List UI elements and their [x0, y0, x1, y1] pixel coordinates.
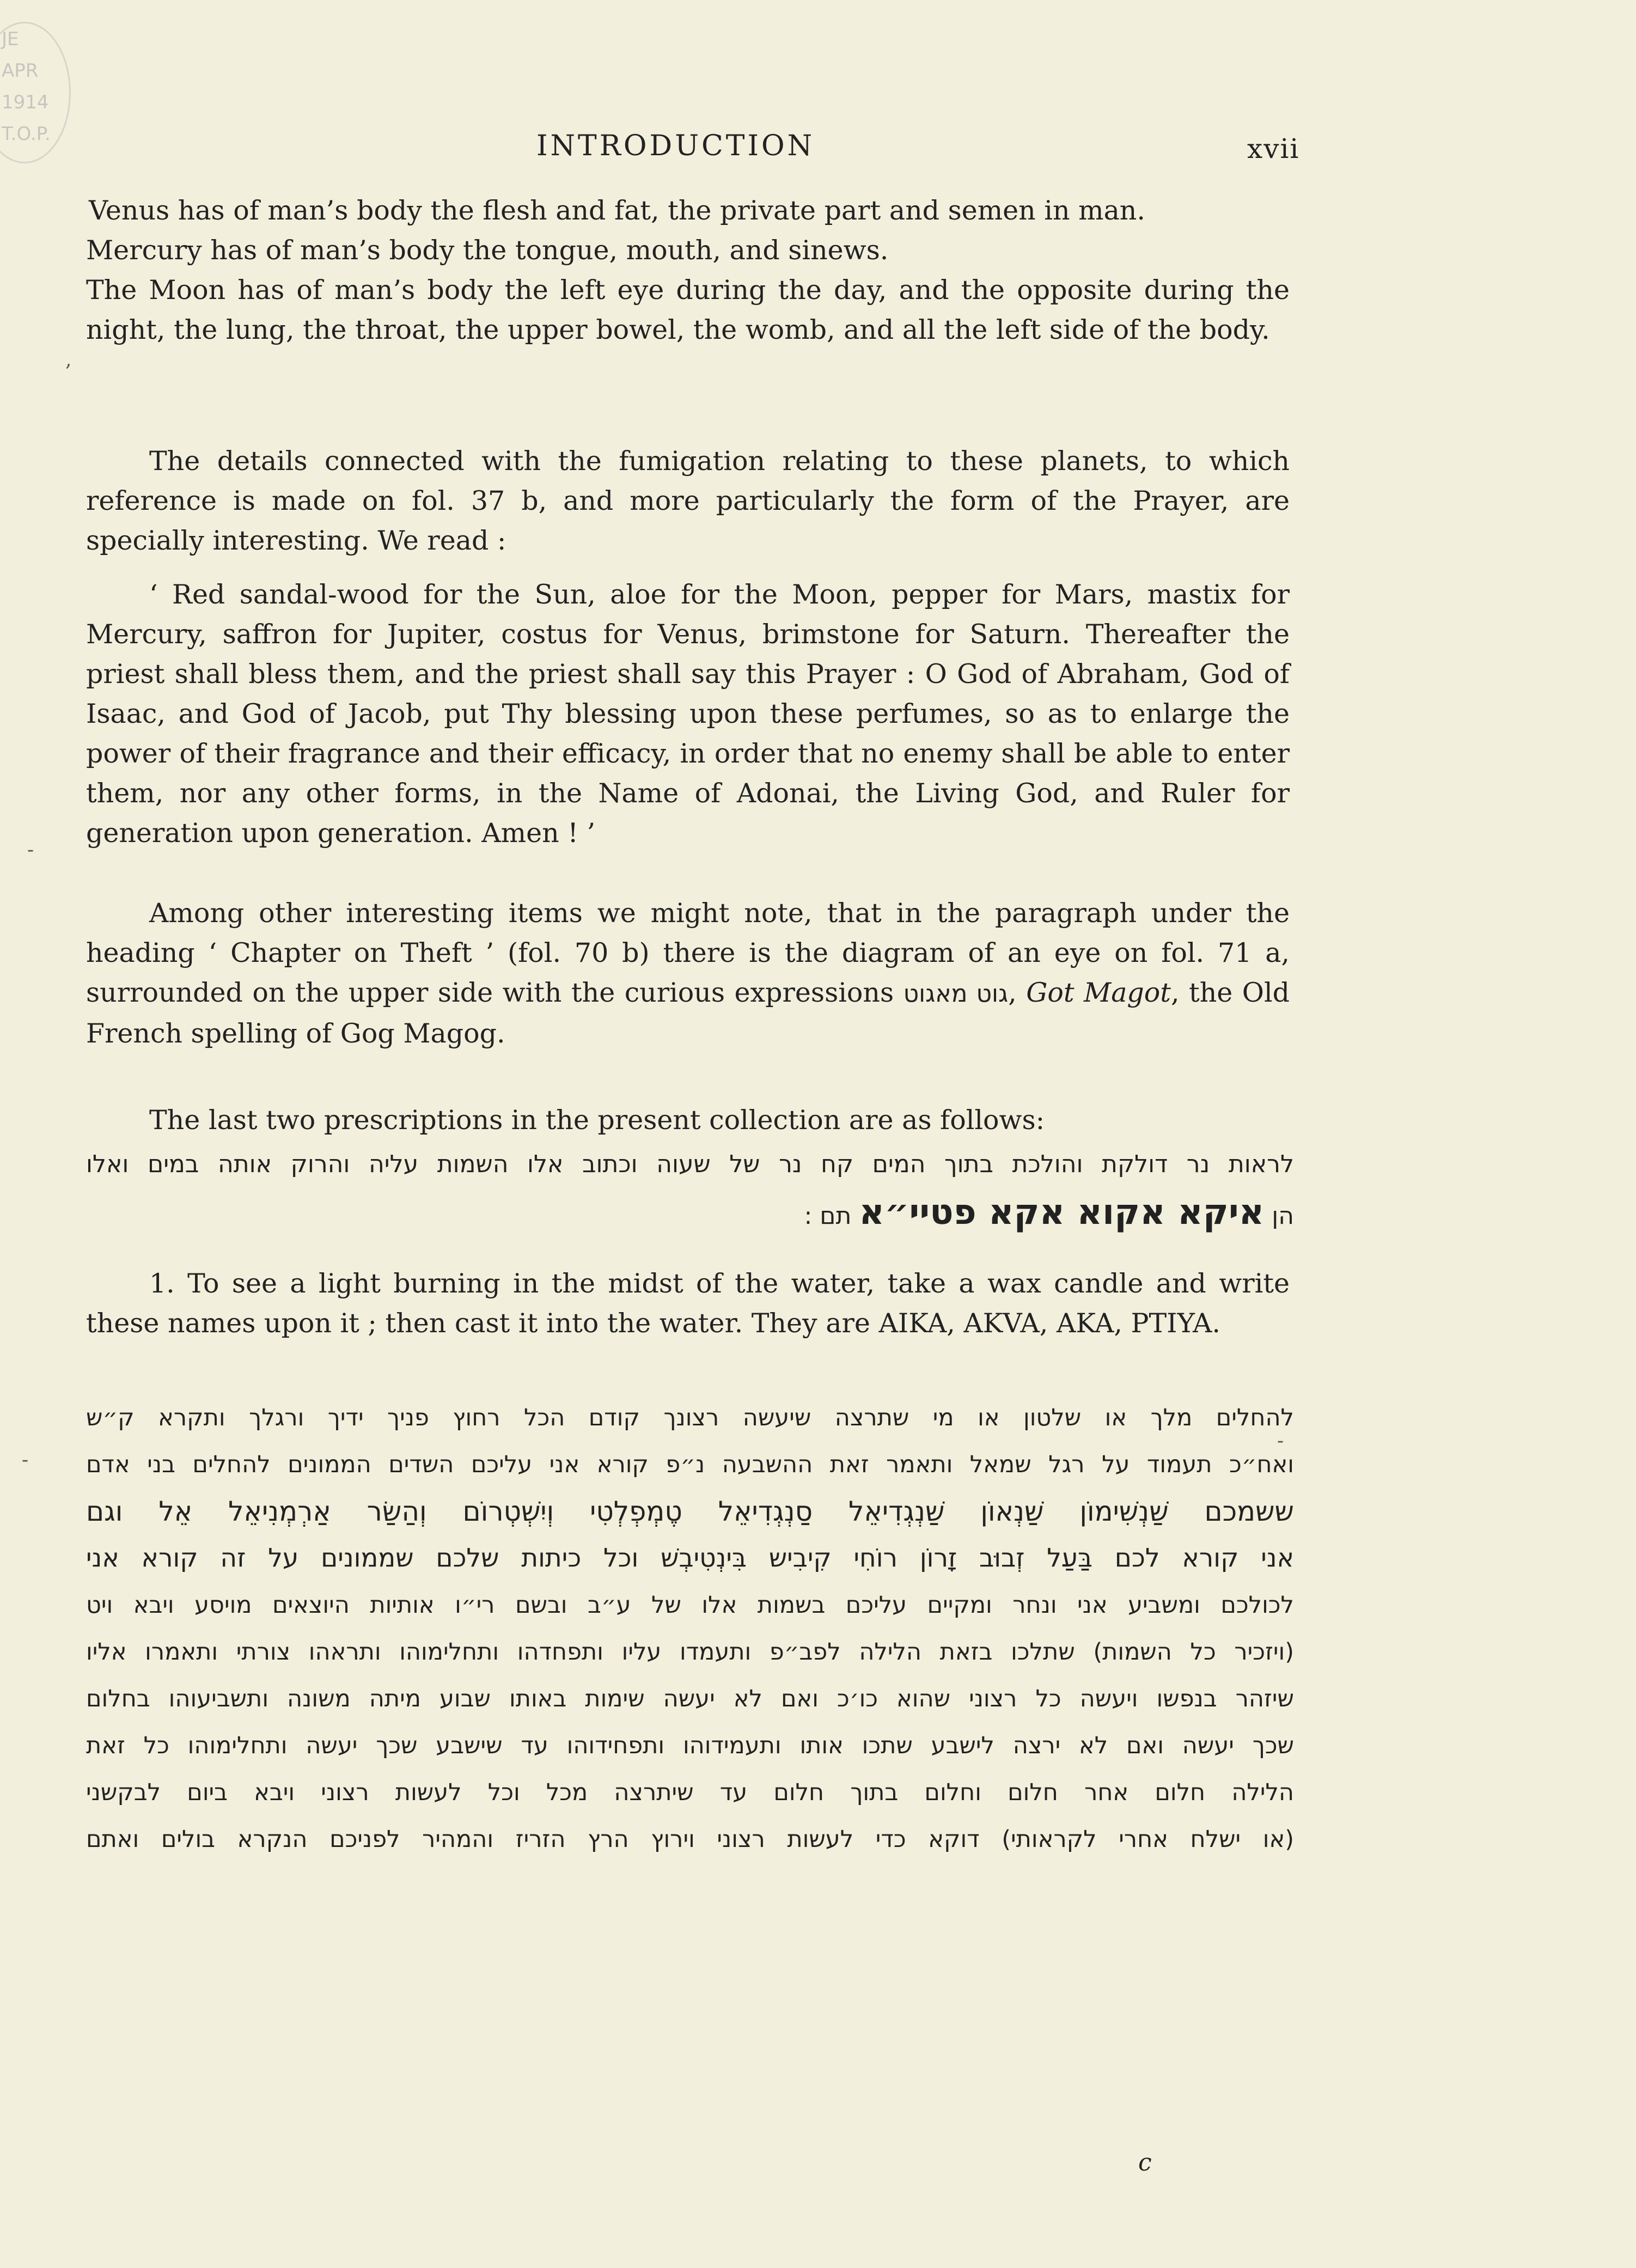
signature-mark: c — [1138, 2149, 1152, 2176]
paragraph-venus: Venus has of man’s body the flesh and fat, the private part and semen in man. — [89, 195, 1145, 226]
paragraph-moon: The Moon has of man’s body the left eye during the day, and the opposite during the night, the lung, the throat, the upper bowel, the womb, and all the left side of the body. — [86, 275, 1290, 345]
fumigation-section — [86, 441, 1290, 560]
stamp-line: APR 1914 — [2, 60, 49, 113]
hebrew-line: שיזהר בנפשו ויעשה כל רצוני שהוא כו׳כ ואם לא יעשה שימות באותו שבוע מיתה משונה ותשביעוהו בחלום — [86, 1685, 1294, 1712]
prescriptions-intro — [86, 1100, 1290, 1140]
margin-tick: - — [22, 1449, 29, 1471]
hebrew-names: איקא אקוא אקא פטיי״א — [859, 1192, 1265, 1233]
hebrew-line: ואח״כ תעמוד על רגל שמאל ותאמר זאת ההשבעה נ״פ קורא אני עליכם השדים הממונים להחלים בני אדם — [86, 1451, 1294, 1478]
margin-tick: - — [1277, 1430, 1284, 1452]
hebrew-line: אני קורא לכם בַּעַל זְבוּב זָרוֹן רוֹחִי קִיבִיש בִּינְטִיבְשׁ וכל כיתות שלכם שממונים על זה קורא אני — [86, 1543, 1294, 1573]
hebrew-line: להחלים מלך או שלטון או מי שתרצה שיעשה רצונך קודם הכל רחוץ פניך ידיך ורגלך ותקרא ק״ש — [86, 1404, 1294, 1431]
paragraph-fumigation: The details connected with the fumigation relating to these planets, to which reference is made on fol. 37 b, and more particularly the form of the Prayer, are specially interesting. We read : — [86, 446, 1290, 556]
paragraph-mercury: Mercury has of man’s body the tongue, mouth, and sinews. — [86, 235, 889, 266]
hebrew-word: תם : — [804, 1202, 852, 1230]
hebrew-prescription-2 — [86, 1394, 1294, 1863]
stamp-line: JE — [2, 28, 19, 50]
hebrew-word: הן — [1272, 1202, 1294, 1230]
prayer-section — [86, 575, 1290, 853]
hebrew-line — [86, 1185, 1294, 1243]
margin-tick: - — [27, 839, 34, 861]
hebrew-prescription-1 — [86, 1144, 1294, 1243]
got-magot: Got Magot — [1026, 977, 1171, 1008]
hebrew-line: שכך יעשה ואם לא ירצה לישבע שתכו אותו ותעמידוהו ותפחידוהו עד שישבע שכך יעשה ותחלימוהו כל זאת — [86, 1732, 1294, 1759]
paragraph-theft — [86, 893, 1290, 1053]
page-number: xvii — [1247, 133, 1300, 164]
paragraph-prescriptions: The last two prescriptions in the present collection are as follows: — [149, 1105, 1045, 1136]
theft-text: Among other interesting items we might note, that in the paragraph under the heading ‘ Chapter on Theft ’ (fol. 70 b) there is the diagram of an eye on fol. 71 a, surrounded on the upper side with the curious expressions — [86, 898, 1290, 1008]
stamp-line: T.O.P. — [2, 123, 51, 145]
page-title: INTRODUCTION — [536, 130, 815, 162]
hebrew-line: לראות נר דולקת והולכת בתוך המים קח נר של שעוה וכתוב אלו השמות עליה והרוק אותה במים ואלו — [86, 1150, 1294, 1178]
translation-1-section — [86, 1264, 1290, 1343]
hebrew-line: לכולכם ומשביע אני ונחר ומקיים עליכם בשמות אלו של ע״ב ובשם רי״ו אותיות היוצאים מויסע ויבא ויט — [86, 1592, 1294, 1619]
paragraph-translation-1: 1. To see a light burning in the midst of the water, take a wax candle and write these names upon it ; then cast it into the water. They are AIKA, AKVA, AKA, PTIYA. — [86, 1268, 1290, 1339]
hebrew-expression: גוט מאגוט — [903, 980, 1009, 1008]
running-header — [0, 130, 1636, 173]
margin-tick: , — [65, 349, 72, 371]
planets-section — [86, 191, 1290, 350]
hebrew-line: (ויזכיר כל השמות) שתלכו בזאת הלילה לפב״פ ותעמדו עליו ותפחדהו ותחלימוהו ותראהו צורתי ותאמרו אליו — [86, 1638, 1294, 1666]
hebrew-line: הלילה חלום אחר חלום וחלום בתוך חלום עד שיתרצה מכל וכל לעשות רצוני ויבא ביום לבקשני — [86, 1779, 1294, 1806]
theft-comma: , — [1008, 977, 1027, 1008]
hebrew-line: ששמכם שַׁנְשִׁימוֹן שַׁנְאוֹן שַׁנְגְדִיאֵל סַנְגְדִיאֵל טֶמְפְלְטִי וְיִשְׁטְרוֹם וְהַשַׂר אַרְמְנִיאֵל אֵל וגם — [86, 1496, 1294, 1527]
theft-text-end: , the Old French spelling of Gog Magog. — [86, 977, 1290, 1049]
hebrew-line: (או ישלח אחרי לקראותי) דוקא כדי לעשות רצוני וירוץ הרץ הזריז והמהיר לפניכם הנקרא בולים ואתם — [86, 1826, 1294, 1853]
theft-section — [86, 893, 1290, 1053]
paragraph-prayer-quote: ‘ Red sandal-wood for the Sun, aloe for the Moon, pepper for Mars, mastix for Mercury, saffron for Jupiter, costus for Venus, brimstone for Saturn. Thereafter the priest shall bless them, and the priest shall say this Prayer : O God of Abraham, God of Isaac, and God of Jacob, put Thy blessing upon these perfumes, so as to enlarge the power of their fragrance and their efficacy, in order that no enemy shall be able to enter them, nor any other forms, in the Name of Adonai, the Living God, and Ruler for generation upon generation. Amen ! ’ — [86, 579, 1290, 849]
